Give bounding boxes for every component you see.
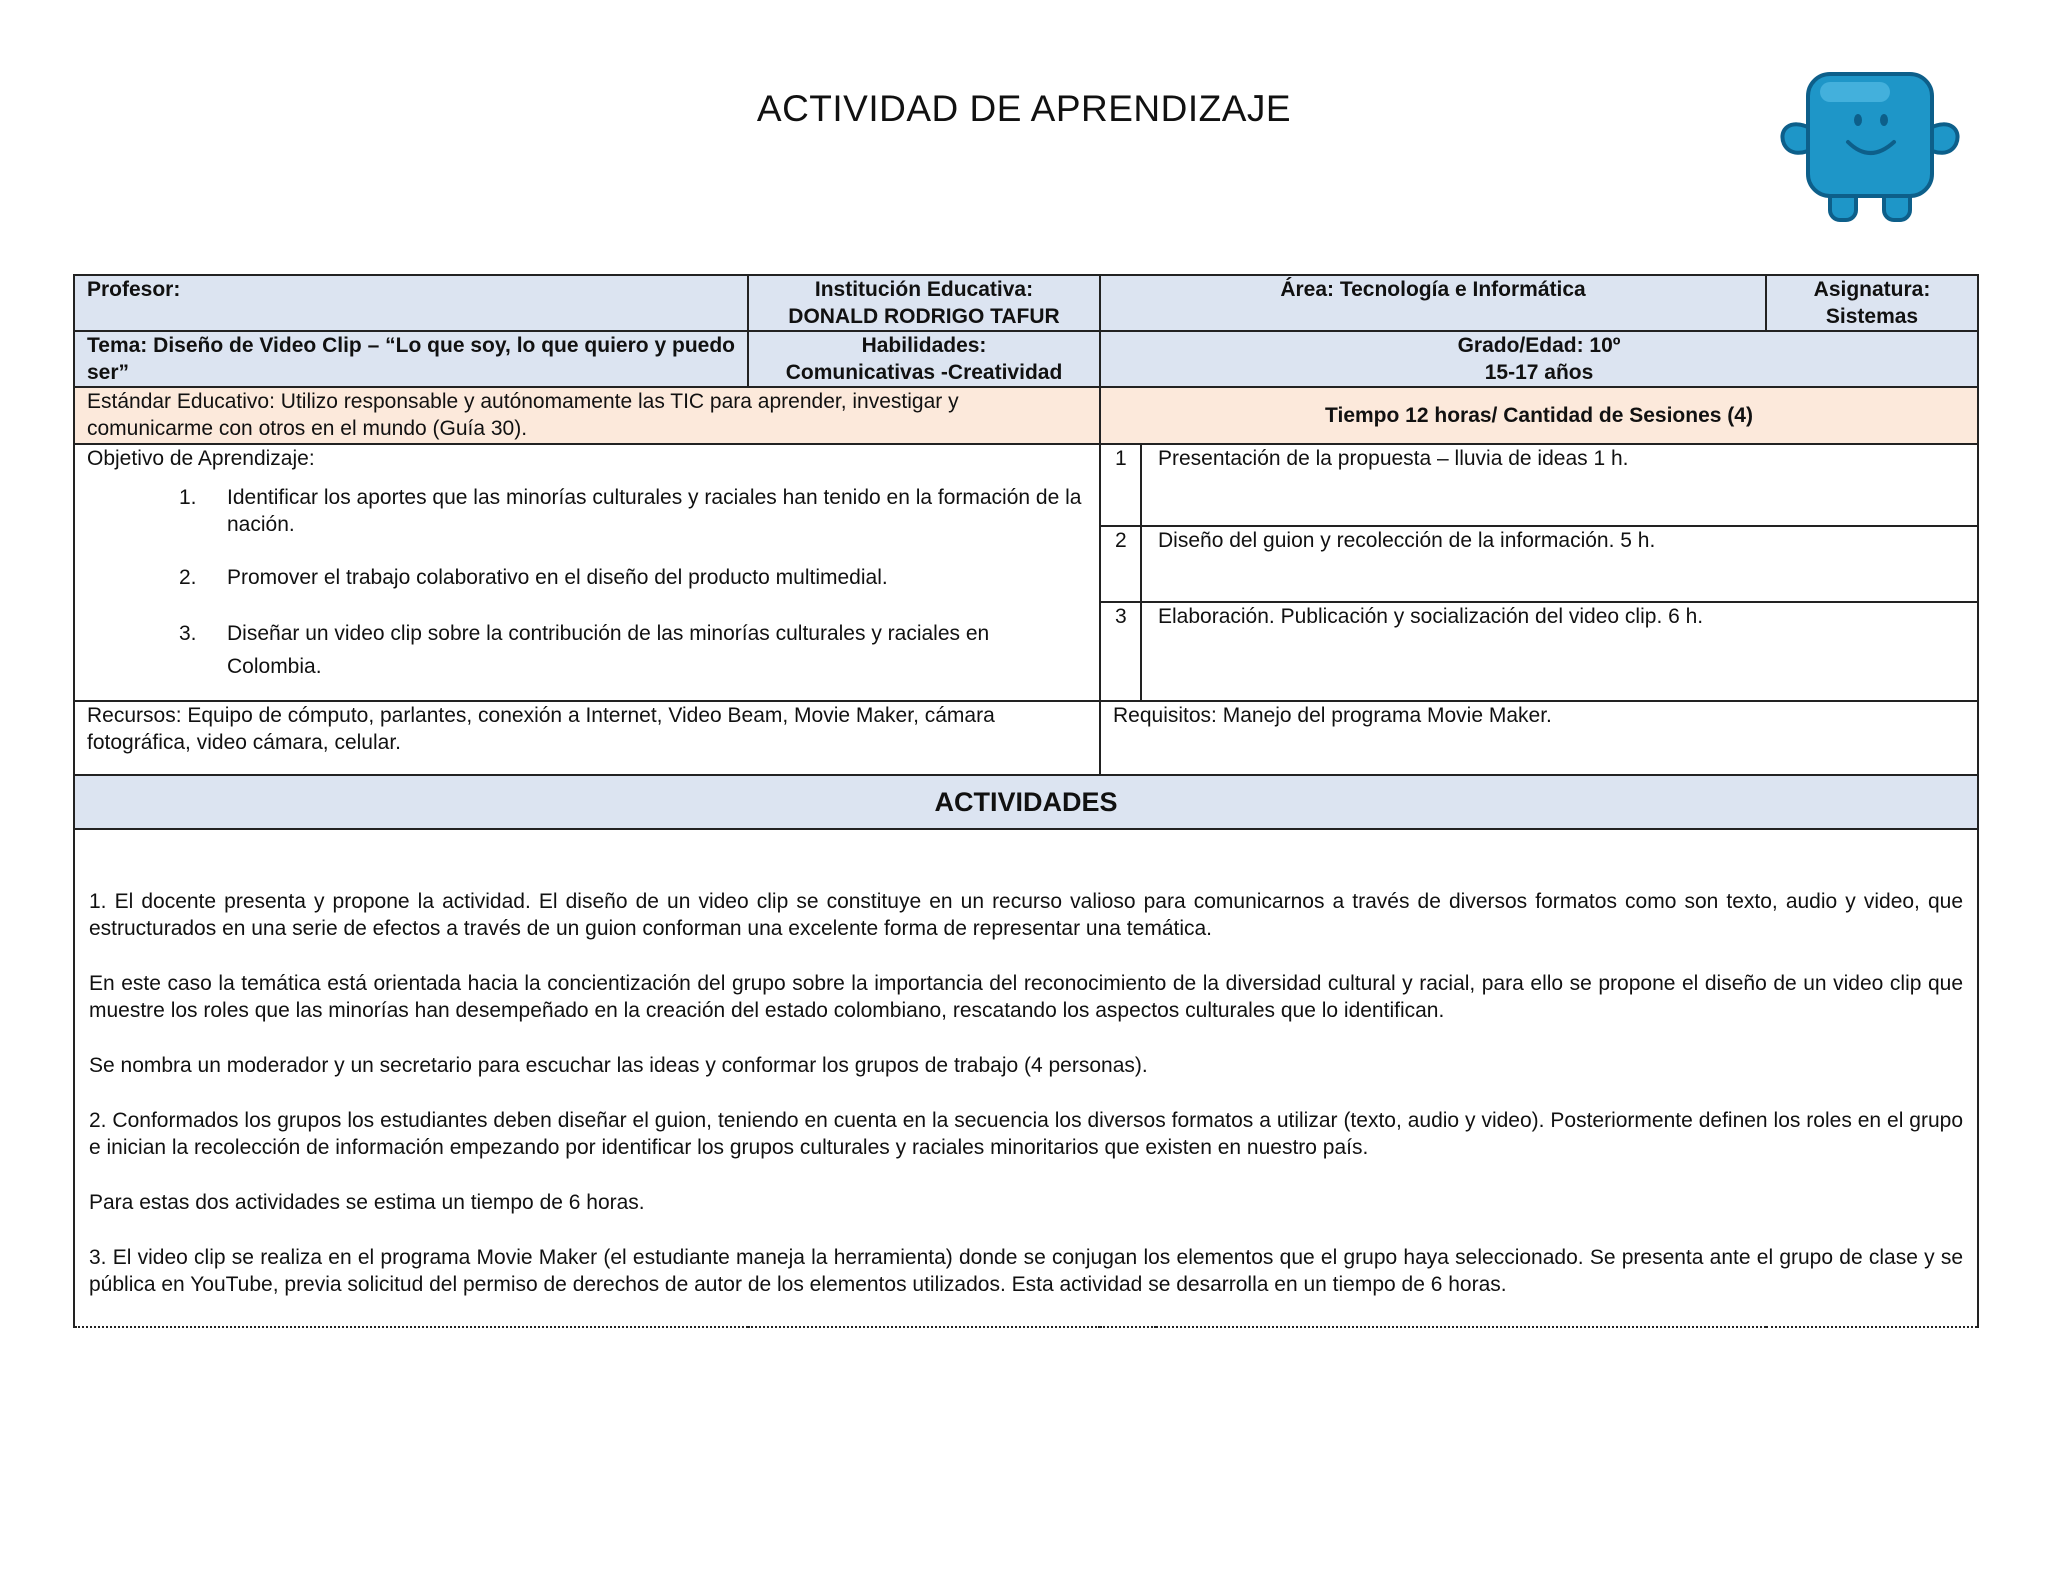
list-item: [179, 617, 1087, 683]
table-row: [1101, 526, 1977, 602]
actividades-heading: ACTIVIDADES: [74, 775, 1978, 829]
estandar-cell: [74, 387, 1100, 444]
sesiones-table: [1101, 445, 1977, 700]
table-row: [1101, 602, 1977, 700]
asignatura-label: Asignatura:: [1813, 278, 1931, 301]
recursos-value: Recursos: Equipo de cómputo, parlantes, conexión a Internet, Video Beam, Movie Maker, cámara fotográfica, video cámara, celular.: [87, 704, 995, 754]
actividades-paragraph: Para estas dos actividades se estima un tiempo de 6 horas.: [89, 1191, 645, 1214]
objetivo-label: Objetivo de Aprendizaje:: [87, 447, 315, 470]
edad-value: 15-17 años: [1484, 361, 1594, 384]
actividades-paragraph: 2. Conformados los grupos los estudiantes deben diseñar el guion, teniendo en cuenta en la secuencia los diversos formatos a utilizar (texto, audio y video). Posteriormente definen los roles en el grupo e inician la recolección de información empezando por identificar los grupos culturales y raciales minoritarios que existen en nuestro país.: [89, 1109, 1964, 1159]
actividades-paragraph: 3. El video clip se realiza en el programa Movie Maker (el estudiante maneja la herramienta) donde se conjugan los elementos que el grupo haya seleccionado. Se presenta ante el grupo de clase y se pública en YouTube, previa solicitud del permiso de derechos de autor de los elementos utilizados. Esta actividad se desarrolla en un tiempo de 6 horas.: [89, 1246, 1964, 1296]
sesiones-cell: [1100, 444, 1978, 701]
profesor-label: Profesor:: [87, 278, 181, 301]
objetivo-list: [87, 484, 1087, 683]
institucion-label: Institución Educativa:: [814, 278, 1034, 301]
sesion-text: Presentación de la propuesta – lluvia de ideas 1 h.: [1141, 445, 1977, 526]
habilidades-value: Comunicativas -Creatividad: [785, 361, 1063, 384]
objetivo-item-number: 1.: [179, 486, 197, 509]
actividades-paragraph: En este caso la temática está orientada hacia la concientización del grupo sobre la importancia del reconocimiento de la diversidad cultural y racial, para ello se propone el diseño de un video clip que muestre los roles que las minorías han desempeñado en la creación del estado colombiano, rescatando los aspectos culturales que lo identifican.: [89, 972, 1964, 1022]
habilidades-cell: [748, 331, 1100, 387]
sesion-number: 2: [1101, 526, 1141, 602]
institucion-cell: [748, 275, 1100, 331]
page-title: ACTIVIDAD DE APRENDIZAJE: [756, 88, 1292, 129]
actividades-body: [74, 829, 1978, 1327]
recursos-cell: [74, 701, 1100, 775]
grado-value: Grado/Edad: 10º: [1457, 334, 1621, 357]
list-item: [179, 564, 1087, 591]
tiempo-cell: [1100, 387, 1978, 444]
asignatura-cell: [1766, 275, 1978, 331]
learning-activity-table: [73, 274, 1979, 1328]
sesion-number: 3: [1101, 602, 1141, 700]
objetivo-item-number: 3.: [179, 622, 197, 645]
objetivo-item-text: Identificar los aportes que las minorías culturales y raciales han tenido en la formación de la nación.: [227, 486, 1082, 536]
actividades-paragraph: 1. El docente presenta y propone la actividad. El diseño de un video clip se constituye en un recurso valioso para comunicarnos a través de diversos formatos como son texto, audio y video, que estructurados en una serie de efectos a través de un guion conforman una excelente forma de representar una temática.: [89, 890, 1964, 940]
estandar-value: Estándar Educativo: Utilizo responsable y autónomamente las TIC para aprender, investigar y comunicarme con otros en el mundo (Guía 30).: [87, 390, 959, 440]
area-cell: [1100, 275, 1766, 331]
tiempo-value: Tiempo 12 horas/ Cantidad de Sesiones (4): [1325, 404, 1753, 427]
sesion-number: 1: [1101, 445, 1141, 526]
institucion-value: DONALD RODRIGO TAFUR: [788, 305, 1060, 328]
profesor-cell: [74, 275, 748, 331]
tema-value: Tema: Diseño de Video Clip – “Lo que soy, lo que quiero y puedo ser”: [87, 334, 735, 384]
sesion-text: Diseño del guion y recolección de la información. 5 h.: [1141, 526, 1977, 602]
sesion-text: Elaboración. Publicación y socialización del video clip. 6 h.: [1158, 605, 1704, 628]
requisitos-cell: [1100, 701, 1978, 775]
objetivo-item-number: 2.: [179, 566, 197, 589]
objetivo-item-text: Promover el trabajo colaborativo en el diseño del producto multimedial.: [227, 566, 888, 589]
grado-edad-cell: [1100, 331, 1978, 387]
list-item: [179, 484, 1087, 538]
actividades-paragraph: Se nombra un moderador y un secretario para escuchar las ideas y conformar los grupos de trabajo (4 personas).: [89, 1054, 1148, 1077]
area-value: Área: Tecnología e Informática: [1280, 278, 1586, 301]
requisitos-value: Requisitos: Manejo del programa Movie Maker.: [1113, 704, 1552, 727]
table-row: [1101, 445, 1977, 526]
habilidades-label: Habilidades:: [861, 334, 987, 357]
asignatura-value: Sistemas: [1825, 305, 1919, 328]
objetivo-item-text: Diseñar un video clip sobre la contribución de las minorías culturales y raciales en Colombia.: [227, 622, 990, 678]
objetivo-cell: [74, 444, 1100, 701]
blue-smiling-square-mascot-icon: [1770, 68, 1970, 228]
tema-cell: [74, 331, 748, 387]
